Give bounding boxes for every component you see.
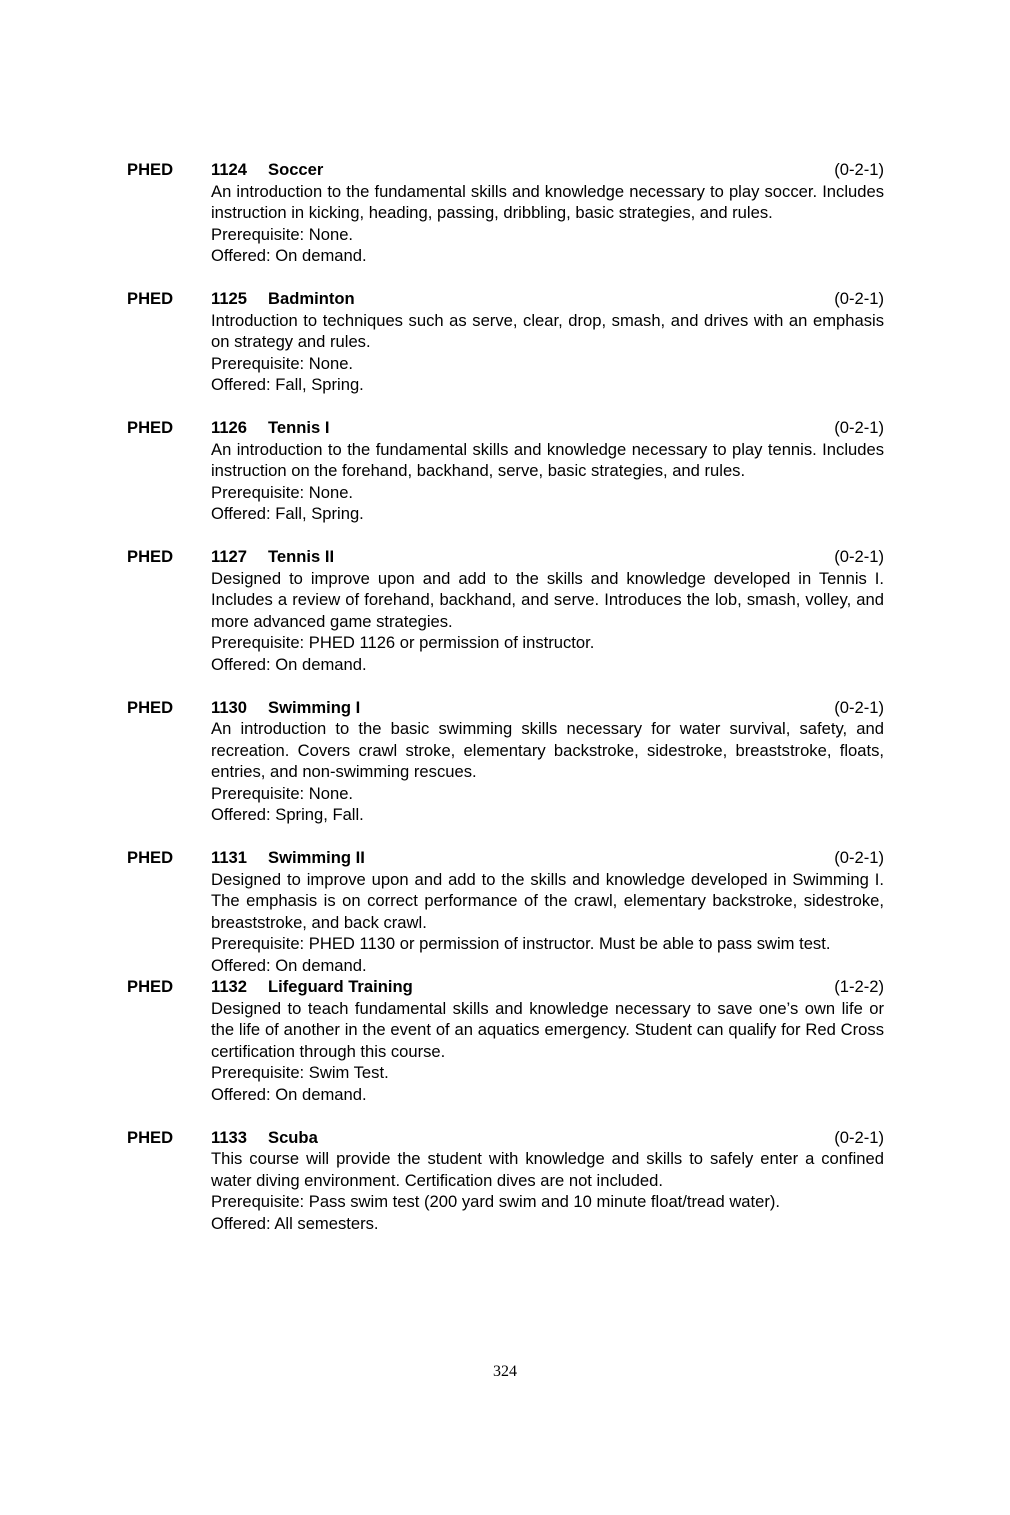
course-number: 1130 <box>211 697 247 717</box>
course-prerequisite: Prerequisite: Swim Test. <box>211 1063 389 1082</box>
course-title: Badminton <box>268 289 355 308</box>
course-credits: (0-2-1) <box>834 547 884 566</box>
course-number: 1131 <box>211 848 247 867</box>
course-prerequisite: Prerequisite: None. <box>211 224 354 244</box>
course-body <box>211 869 884 977</box>
course-body <box>211 181 884 267</box>
course-credits: (0-2-1) <box>834 848 884 867</box>
course-prerequisite: Prerequisite: Pass swim test (200 yard swim and 10 minute float/tread water). <box>211 1192 781 1211</box>
course-description: Designed to improve upon and add to the skills and knowledge developed in Swimming I. The emphasis is on correct performance of the crawl, elementary backstroke, sidestroke, breaststroke, and back crawl. <box>211 869 884 932</box>
course-description: An introduction to the fundamental skills and knowledge necessary to play soccer. Includes instruction in kicking, heading, passing, dribbling, basic strategies, and rules. <box>211 181 884 222</box>
course-entry <box>127 288 884 396</box>
course-offered: Offered: Spring, Fall. <box>211 805 364 824</box>
course-department: PHED <box>127 160 174 179</box>
course-prerequisite: Prerequisite: PHED 1126 or permission of instructor. <box>211 633 595 652</box>
course-offered: Offered: On demand. <box>211 955 367 975</box>
course-description: This course will provide the student with knowledge and skills to safely enter a confined water diving environment. Certification dives are not included. <box>211 1149 884 1190</box>
course-prerequisite: Prerequisite: None. <box>211 353 354 373</box>
course-header <box>127 546 884 568</box>
course-title: Swimming II <box>268 848 365 867</box>
course-credits: (0-2-1) <box>834 160 884 179</box>
course-number: 1124 <box>211 160 247 179</box>
course-title: Soccer <box>268 160 324 179</box>
course-prerequisite: Prerequisite: None. <box>211 783 354 803</box>
course-header <box>127 976 884 998</box>
course-header <box>127 1127 884 1149</box>
course-title: Tennis I <box>268 418 330 437</box>
course-department: PHED <box>127 848 174 867</box>
course-body <box>211 998 884 1106</box>
course-credits: (1-2-2) <box>834 977 884 996</box>
course-header <box>127 417 884 439</box>
course-description: Introduction to techniques such as serve, clear, drop, smash, and drives with an emphasis on strategy and rules. <box>211 310 884 351</box>
course-list <box>127 159 884 1234</box>
course-entry <box>127 847 884 976</box>
course-description: Designed to teach fundamental skills and knowledge necessary to save one’s own life or the life of another in the event of an aquatics emergency. Student can qualify for Red Cross certification through this course. <box>211 998 884 1061</box>
course-number: 1132 <box>211 977 247 996</box>
course-department: PHED <box>127 289 174 308</box>
course-entry <box>127 546 884 675</box>
course-body <box>211 568 884 676</box>
course-body <box>211 1148 884 1234</box>
course-entry <box>127 1127 884 1235</box>
course-number: 1126 <box>211 418 247 437</box>
course-department: PHED <box>127 1127 174 1147</box>
course-body <box>211 310 884 396</box>
course-number: 1125 <box>211 289 247 308</box>
course-department: PHED <box>127 547 174 566</box>
course-offered: Offered: On demand. <box>211 1084 367 1104</box>
course-offered: Offered: On demand. <box>211 654 367 674</box>
course-header <box>127 847 884 869</box>
course-entry <box>127 417 884 525</box>
course-body <box>211 718 884 826</box>
course-header <box>127 697 884 719</box>
course-department: PHED <box>127 977 174 996</box>
course-header <box>127 288 884 310</box>
course-description: An introduction to the basic swimming skills necessary for water survival, safety, and recreation. Covers crawl stroke, elementary backstroke, sidestroke, breaststroke, floats, entries, and non-swimming rescues. <box>211 719 884 781</box>
course-description: Designed to improve upon and add to the skills and knowledge developed in Tennis I. Includes a review of forehand, backhand, and serve. Introduces the lob, smash, volley, and more advanced game strategies. <box>211 568 884 631</box>
course-title: Scuba <box>268 1127 318 1147</box>
course-description: An introduction to the fundamental skills and knowledge necessary to play tennis. Includes instruction on the forehand, backhand, serve, basic strategies, and rules. <box>211 439 884 480</box>
course-title: Lifeguard Training <box>268 977 413 996</box>
course-title: Swimming I <box>268 697 361 717</box>
course-header <box>127 159 884 181</box>
course-title: Tennis II <box>268 547 335 566</box>
course-department: PHED <box>127 418 174 437</box>
course-offered: Offered: On demand. <box>211 246 367 265</box>
course-number: 1133 <box>211 1127 247 1147</box>
course-credits: (0-2-1) <box>834 697 884 717</box>
course-entry <box>127 159 884 267</box>
course-body <box>211 439 884 525</box>
course-entry <box>127 976 884 1105</box>
page-number: 324 <box>493 1363 517 1380</box>
course-prerequisite: Prerequisite: PHED 1130 or permission of instructor. Must be able to pass swim test. <box>211 934 831 953</box>
course-number: 1127 <box>211 547 247 566</box>
course-credits: (0-2-1) <box>834 1127 884 1147</box>
course-credits: (0-2-1) <box>834 289 884 308</box>
course-department: PHED <box>127 697 174 717</box>
course-prerequisite: Prerequisite: None. <box>211 482 354 502</box>
course-credits: (0-2-1) <box>834 418 884 437</box>
course-offered: Offered: Fall, Spring. <box>211 375 364 394</box>
course-entry <box>127 697 884 826</box>
course-offered: Offered: All semesters. <box>211 1213 379 1233</box>
course-offered: Offered: Fall, Spring. <box>211 504 364 523</box>
